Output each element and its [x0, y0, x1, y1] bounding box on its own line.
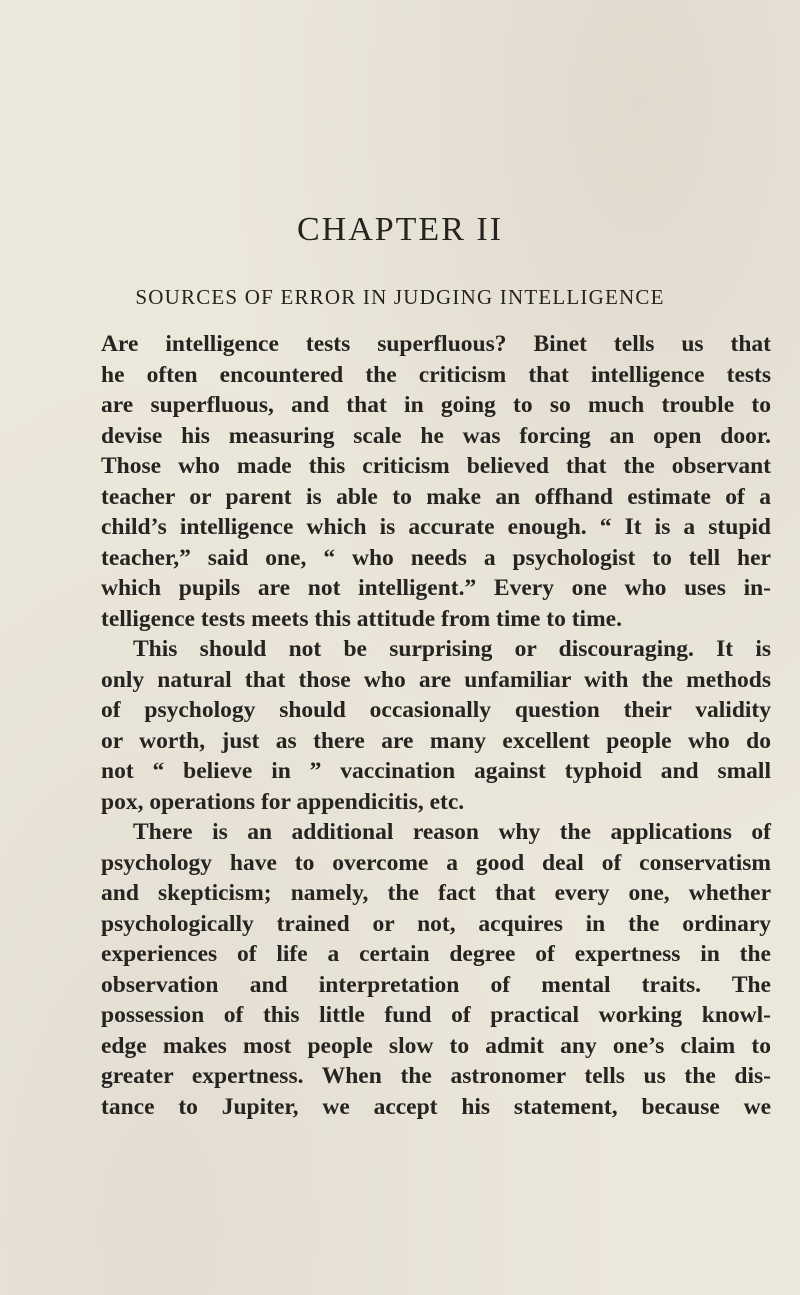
text-line: or worth, just as there are many excellent people who do	[101, 727, 771, 754]
text-line: and skepticism; namely, the fact that every one, whether	[101, 880, 771, 906]
text-line: psychology have to overcome a good deal of conservatism	[101, 849, 771, 876]
text-line: not “ believe in ” vaccination against typhoid and small	[101, 758, 771, 784]
text-line: teacher,” said one, “ who needs a psychologist to tell her	[101, 544, 771, 571]
text-line: only natural that those who are unfamiliar with the methods	[101, 666, 771, 693]
text-line: he often encountered the criticism that intelligence tests	[101, 361, 771, 388]
text-line: pox, operations for appendicitis, etc.	[101, 788, 465, 815]
text-line: child’s intelligence which is accurate enough. “ It is a stupid	[101, 514, 771, 540]
text-line: teacher or parent is able to make an offhand estimate of a	[101, 483, 771, 510]
text-line: greater expertness. When the astronomer tells us the dis-	[101, 1063, 771, 1089]
text-line: Are intelligence tests superfluous? Binet tells us that	[101, 331, 771, 357]
text-line: of psychology should occasionally question their validity	[101, 697, 771, 723]
text-line: There is an additional reason why the applications of	[133, 819, 771, 845]
chapter-subtitle: SOURCES OF ERROR IN JUDGING INTELLIGENCE	[135, 285, 665, 309]
text-line: are superfluous, and that in going to so much trouble to	[101, 392, 771, 418]
body-text	[101, 329, 771, 1122]
text-line: edge makes most people slow to admit any one’s claim to	[101, 1032, 771, 1059]
text-line: Those who made this criticism believed that the observant	[101, 453, 771, 479]
text-line: devise his measuring scale he was forcing an open door.	[101, 422, 771, 449]
text-line: which pupils are not intelligent.” Every one who uses in-	[101, 575, 771, 601]
text-line: tance to Jupiter, we accept his statement, because we	[101, 1093, 771, 1120]
chapter-title: CHAPTER II	[296, 211, 504, 248]
text-line: experiences of life a certain degree of expertness in the	[101, 941, 771, 967]
text-line: This should not be surprising or discouraging. It is	[133, 636, 771, 662]
text-line: psychologically trained or not, acquires in the ordinary	[101, 910, 771, 937]
text-line: observation and interpretation of mental traits. The	[101, 971, 771, 998]
text-line: telligence tests meets this attitude from time to time.	[101, 605, 622, 632]
text-line: possession of this little fund of practical working knowl-	[101, 1002, 771, 1028]
